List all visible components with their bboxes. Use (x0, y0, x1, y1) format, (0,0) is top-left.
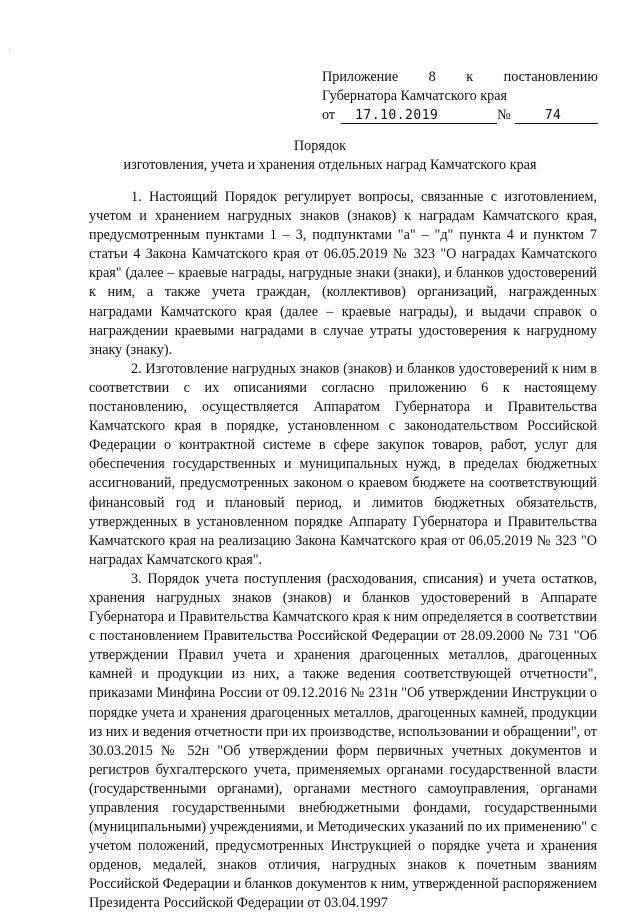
appendix-line-1 (322, 68, 598, 87)
appendix-line-2: Губернатора Камчатского края (322, 88, 508, 104)
scan-mark: · (8, 46, 11, 55)
paragraph-3: 3. Порядок учета поступления (расходования, списания) и учета остатков, хранения нагрудных знаков (знаков) и бланков удостоверений в Аппарате Губернатора и Правительства Камчатского края к ним определяется в соответствии с постановлением Правительства Российской Федерации от 28.09.2000 № 731 "Об утверждении Правил учета и хранения драгоценных металлов, драгоценных камней и продукции из них, а также ведения соответствующей отчетности", приказами Минфина России от 09.12.2016 № 231н "Об утверждении Инструкции о порядке учета и хранения драгоценных металлов, драгоценных камней, продукции из них и ведения отчетности при их производстве, использовании и обращении", от 30.03.2015 № 52н "Об утверждении форм первичных учетных документов и регистров бухгалтерского учета, применяемых органами государственной власти (государственными органами), органами местного самоуправления, органами управления государственными внебюджетными фондами, государственными (муниципальными) учреждениями, и Методических указаний по их применению" с учетом положений, предусмотренных Инструкцией о порядке учета и хранения орденов, медалей, знаков отличия, нагрудных знаков к почетным званиям Российской Федерации и бланков документов к ним, утвержденной распоряжением Президента Российской Федерации от 03.04.1997 (89, 570, 597, 912)
number-sign: № (497, 107, 511, 123)
date-prefix: от (322, 107, 336, 123)
appendix-line-3 (322, 106, 598, 125)
paragraph-1: 1. Настоящий Порядок регулирует вопросы, связанные с изготовлением, учетом и хранением нагрудных знаков (знаков) к наградам Камчатского края, предусмотренным пунктами 1 – 3, подпунктами "а" – "д" пункта 4 и пунктом 7 статьи 4 Закона Камчатского края от 06.05.2019 № 323 "О наградах Камчатского края" (далее – краевые награды, нагрудные знаки (знаки), и бланков удостоверений к ним, а также учета граждан, (коллективов) организаций, награжденных наградами Камчатского края (далее – краевые награды), и выдачи справок о награждении краевыми наградами в случае утраты удостоверения к нагрудному знаку (знаку). (89, 189, 597, 358)
appendix-number: 8 (428, 69, 436, 85)
document-subtitle: изготовления, учета и хранения отдельных наград Камчатского края (123, 157, 537, 173)
appendix-header (322, 68, 598, 125)
document-body (89, 188, 597, 914)
appendix-word: Приложение (322, 69, 399, 85)
appendix-resolution-word: постановлению (503, 69, 598, 85)
document-title: Порядок (293, 138, 347, 154)
document-number: 74 (515, 109, 598, 124)
document-date: 17.10.2019 (341, 109, 497, 124)
paragraph-2: 2. Изготовление нагрудных знаков (знаков) и бланков удостоверений к ним в соответствии с их описаниями согласно приложению 6 к настоящему постановлению, осуществляется Аппаратом Губернатора и Правительства Камчатского края в порядке, установленном с законодательством Российской Федерации о контрактной системе в сфере закупок товаров, работ, услуг для обеспечения государственных и муниципальных нужд, в пределах бюджетных ассигнований, предусмотренных законом о краевом бюджете на соответствующий финансовый год и плановый период, и лимитов бюджетных обязательств, утвержденных в установленном порядке Аппарату Губернатора и Правительства Камчатского края на реализацию Закона Камчатского края от 06.05.2019 № 323 "О наградах Камчатского края". (89, 360, 597, 568)
appendix-preposition: к (466, 69, 474, 85)
